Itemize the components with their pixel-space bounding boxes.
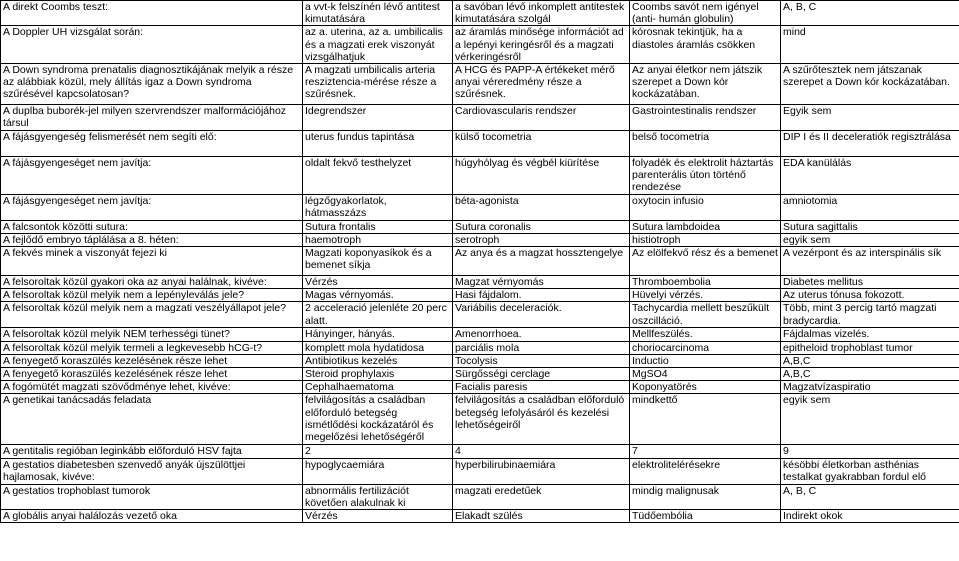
cell-question: A fenyegető koraszülés kezelésének része lehet (1, 354, 303, 367)
cell-option-c: kórosnak tekintjük, ha a diastoles áramlás csökken (630, 26, 781, 64)
table-row (1, 302, 959, 328)
cell-option-c: Az elölfekvő rész és a bemenet (630, 247, 781, 276)
cell-option-d: Fájdalmas vizelés. (781, 328, 959, 341)
cell-option-b: Variábilis deceleraciók. (453, 302, 630, 328)
cell-option-d: egyik sem (781, 394, 959, 445)
table-row (1, 157, 959, 195)
table-row (1, 1, 959, 26)
cell-option-a: Idegrendszer (303, 105, 453, 131)
cell-option-c: 7 (630, 445, 781, 458)
cell-question: A Doppler UH vizsgálat során: (1, 26, 303, 64)
cell-option-a: az a. uterina, az a. umbilicalis és a magzati erek viszonyát vizsgálhatjuk (303, 26, 453, 64)
cell-question: A fájásgyengeség felismerését nem segíti elő: (1, 131, 303, 157)
cell-question: A fejlődő embryo táplálása a 8. héten: (1, 233, 303, 246)
cell-question: A duplba buborék-jel milyen szervrendszer malformációjához társul (1, 105, 303, 131)
cell-option-a: oldalt fekvő testhelyzet (303, 157, 453, 195)
cell-question: A fájásgyengeséget nem javítja: (1, 194, 303, 220)
cell-option-d: epitheloid trophoblast tumor (781, 341, 959, 354)
cell-option-b: Hasi fájdalom. (453, 289, 630, 302)
cell-question: A direkt Coombs teszt: (1, 1, 303, 26)
table-row (1, 368, 959, 381)
cell-option-c: Tüdőembólia (630, 510, 781, 523)
cell-question: A globális anyai halálozás vezető oka (1, 510, 303, 523)
table-row (1, 105, 959, 131)
cell-option-c: mindig malignusak (630, 484, 781, 509)
cell-question: A felsoroltak közül melyik NEM terhességi tünet? (1, 328, 303, 341)
cell-option-d: 9 (781, 445, 959, 458)
cell-option-b: hyperbilirubinaemiára (453, 458, 630, 484)
cell-option-c: mindkettő (630, 394, 781, 445)
cell-option-d: Több, mint 3 percig tartó magzati bradycardia. (781, 302, 959, 328)
cell-question: A Down syndroma prenatalis diagnosztikájának melyik a része az alábbiak közül, mely állítás igaz a Down syndroma szűrésével kapcsolatosan? (1, 64, 303, 105)
table-row (1, 194, 959, 220)
cell-option-c: belső tocometria (630, 131, 781, 157)
cell-option-d: Indirekt okok (781, 510, 959, 523)
cell-option-a: Hányinger, hányás. (303, 328, 453, 341)
cell-option-c: Sutura lambdoidea (630, 220, 781, 233)
table-row (1, 354, 959, 367)
cell-option-c: choriocarcinoma (630, 341, 781, 354)
cell-option-d: A, B, C (781, 484, 959, 509)
cell-option-d: mind (781, 26, 959, 64)
cell-option-b: az áramlás minősége információt ad a lepényi keringésről és a magzati vérkeringésről (453, 26, 630, 64)
cell-question: A felsoroltak közül gyakori oka az anyai halálnak, kivéve: (1, 276, 303, 289)
cell-option-b: Sutura coronalis (453, 220, 630, 233)
cell-option-c: Hüvelyi vérzés. (630, 289, 781, 302)
cell-option-a: Magas vérnyomás. (303, 289, 453, 302)
cell-option-a: Cephalhaematoma (303, 381, 453, 394)
table-row (1, 510, 959, 523)
cell-option-b: Tocolysis (453, 354, 630, 367)
cell-question: A felsoroltak közül melyik nem a magzati veszélyállapot jele? (1, 302, 303, 328)
cell-option-b: Sürgősségi cerclage (453, 368, 630, 381)
cell-option-a: légzőgyakorlatok, hátmasszázs (303, 194, 453, 220)
cell-option-a: haemotroph (303, 233, 453, 246)
table-row (1, 220, 959, 233)
cell-option-a: felvilágosítás a családban előforduló betegség ismétlődési kockázatáról és megelőzési lehetőségéről (303, 394, 453, 445)
cell-option-a: uterus fundus tapintása (303, 131, 453, 157)
cell-question: A fekvés minek a viszonyát fejezi ki (1, 247, 303, 276)
cell-option-c: Thromboembolia (630, 276, 781, 289)
cell-option-c: folyadék és elektrolit háztartás parenterális úton történő rendezése (630, 157, 781, 195)
cell-question: A gestatios trophoblast tumorok (1, 484, 303, 509)
cell-option-c: Inductio (630, 354, 781, 367)
table-row (1, 233, 959, 246)
cell-question: A gestatios diabetesben szenvedő anyák újszülöttjei hajlamosak, kivéve: (1, 458, 303, 484)
table-row (1, 381, 959, 394)
cell-option-c: Mellfeszülés. (630, 328, 781, 341)
table-row (1, 26, 959, 64)
cell-option-c: Gastrointestinalis rendszer (630, 105, 781, 131)
cell-option-d: Sutura sagittalis (781, 220, 959, 233)
cell-option-d: Diabetes mellitus (781, 276, 959, 289)
cell-option-a: 2 acceleració jelenléte 20 perc alatt. (303, 302, 453, 328)
cell-question: A genetikai tanácsadás feladata (1, 394, 303, 445)
cell-option-d: DIP I és II deceleratiók regisztrálása (781, 131, 959, 157)
cell-option-d: Az uterus tónusa fokozott. (781, 289, 959, 302)
cell-option-a: Steroid prophylaxis (303, 368, 453, 381)
cell-option-c: elektrolitelérésekre (630, 458, 781, 484)
cell-option-c: Az anyai életkor nem játszik szerepet a Down kór kockázatában. (630, 64, 781, 105)
cell-option-b: Az anya és a magzat hossztengelye (453, 247, 630, 276)
cell-option-c: Koponyatörés (630, 381, 781, 394)
table-row (1, 341, 959, 354)
table-row (1, 484, 959, 509)
table-row (1, 328, 959, 341)
cell-option-c: Tachycardia mellett beszűkült oszcilláció. (630, 302, 781, 328)
cell-question: A fenyegető koraszülés kezelésének része lehet (1, 368, 303, 381)
cell-question: A fogómütét magzati szövődménye lehet, kivéve: (1, 381, 303, 394)
cell-option-c: oxytocin infusio (630, 194, 781, 220)
cell-option-a: abnormális fertilizációt követően alakulnak ki (303, 484, 453, 509)
cell-option-b: felvilágosítás a családban előforduló betegség lefolyásáról és kezelési lehetőségeiről (453, 394, 630, 445)
cell-option-b: serotroph (453, 233, 630, 246)
cell-question: A felsoroltak közül melyik nem a lepényleválás jele? (1, 289, 303, 302)
cell-option-a: Vérzés (303, 510, 453, 523)
cell-option-a: hypoglycaemiára (303, 458, 453, 484)
table-row (1, 394, 959, 445)
cell-option-b: Magzat vérnyomás (453, 276, 630, 289)
cell-question: A falcsontok közötti sutura: (1, 220, 303, 233)
cell-option-b: Amenorrhoea. (453, 328, 630, 341)
cell-option-c: Coombs savót nem igényel (anti- humán globulin) (630, 1, 781, 26)
cell-option-d: EDA kanülálás (781, 157, 959, 195)
cell-option-d: A vezérpont és az interspinális sík (781, 247, 959, 276)
cell-option-d: egyik sem (781, 233, 959, 246)
cell-option-d: A szűrőtesztek nem játszanak szerepet a Down kór kockázatában. (781, 64, 959, 105)
cell-option-b: A HCG és PAPP-A értékeket mérő anyai véreredmény része a szűrésnek. (453, 64, 630, 105)
cell-option-b: Cardiovascularis rendszer (453, 105, 630, 131)
table-row (1, 247, 959, 276)
cell-option-d: A,B,C (781, 368, 959, 381)
cell-option-d: Magzatvízaspiratio (781, 381, 959, 394)
table-row (1, 64, 959, 105)
cell-option-d: A,B,C (781, 354, 959, 367)
table-row (1, 445, 959, 458)
cell-option-d: késöbbi életkorban asthénias testalkat gyakrabban fordul elő (781, 458, 959, 484)
cell-option-d: amniotomia (781, 194, 959, 220)
cell-option-d: A, B, C (781, 1, 959, 26)
cell-option-a: A magzati umbilicalis arteria resziztencia-mérése része a szűrésnek. (303, 64, 453, 105)
cell-option-a: komplett mola hydatidosa (303, 341, 453, 354)
table-row (1, 289, 959, 302)
cell-option-b: külső tocometria (453, 131, 630, 157)
cell-option-a: a vvt-k felszínén lévő antitest kimutatására (303, 1, 453, 26)
cell-question: A fájásgyengeséget nem javítja: (1, 157, 303, 195)
cell-option-a: Antibiotikus kezelés (303, 354, 453, 367)
cell-option-b: béta-agonista (453, 194, 630, 220)
cell-question: A gentitalis regióban leginkább előforduló HSV fajta (1, 445, 303, 458)
cell-option-a: Vérzés (303, 276, 453, 289)
cell-option-d: Egyik sem (781, 105, 959, 131)
quiz-table-body (1, 1, 959, 523)
cell-option-a: Magzati koponyasíkok és a bemenet síkja (303, 247, 453, 276)
cell-option-a: 2 (303, 445, 453, 458)
cell-question: A felsoroltak közül melyik termeli a legkevesebb hCG-t? (1, 341, 303, 354)
cell-option-b: a savóban lévő inkomplett antitestek kimutatására szolgál (453, 1, 630, 26)
cell-option-a: Sutura frontalis (303, 220, 453, 233)
cell-option-b: Facialis paresis (453, 381, 630, 394)
cell-option-b: húgyhólyag és végbél kiürítése (453, 157, 630, 195)
table-row (1, 276, 959, 289)
cell-option-b: parciális mola (453, 341, 630, 354)
cell-option-c: histiotroph (630, 233, 781, 246)
cell-option-b: Elakadt szülés (453, 510, 630, 523)
table-row (1, 458, 959, 484)
cell-option-c: MgSO4 (630, 368, 781, 381)
cell-option-b: 4 (453, 445, 630, 458)
table-row (1, 131, 959, 157)
cell-option-b: magzati eredetűek (453, 484, 630, 509)
